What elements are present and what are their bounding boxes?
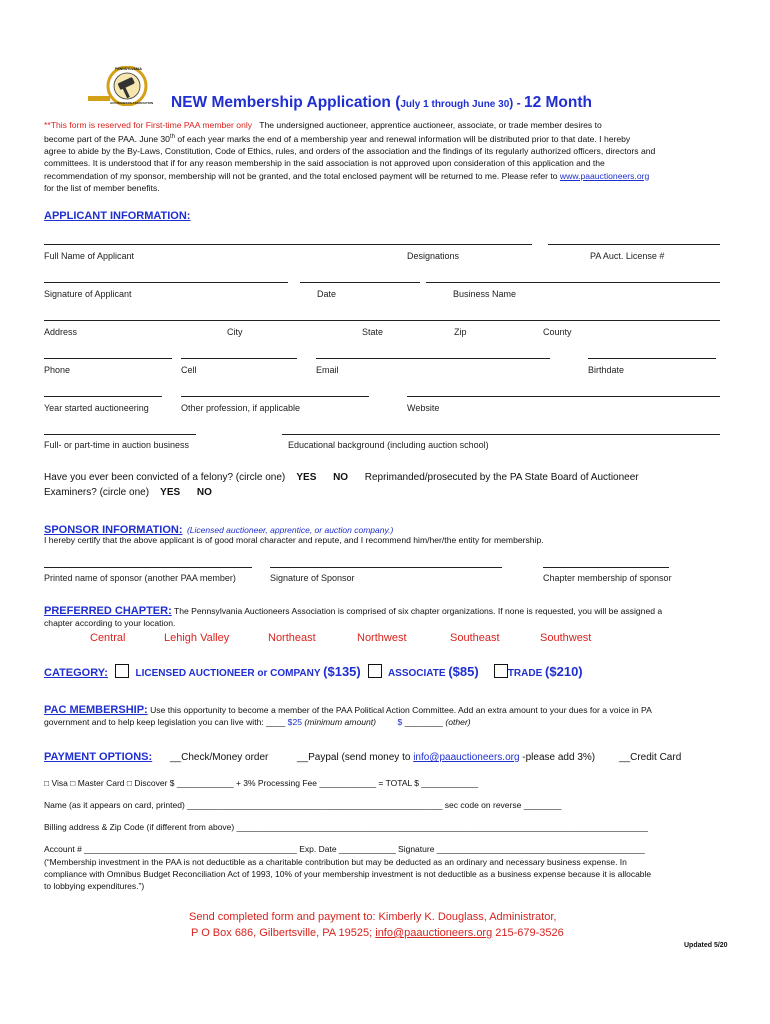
category-row bbox=[44, 664, 583, 679]
page-title bbox=[171, 94, 592, 112]
birthdate-field[interactable] bbox=[588, 358, 716, 359]
county-label: County bbox=[543, 327, 572, 337]
payment-paypal-option[interactable] bbox=[297, 752, 595, 763]
date-field[interactable] bbox=[300, 282, 420, 283]
year-started-field[interactable] bbox=[44, 396, 162, 397]
association-logo bbox=[82, 66, 152, 106]
title-period: July 1 through June 30 bbox=[400, 99, 510, 110]
reprimand-text-2: Examiners? (circle one) bbox=[44, 487, 150, 498]
intro-line-4: committees. It is understood that if for any reason membership in the said association is not approved upon consideration of this application and the bbox=[44, 158, 605, 169]
reprimand-text: Reprimanded/prosecuted by the PA State Board of Auctioneer bbox=[364, 472, 639, 483]
footer-email-link[interactable]: info@paauctioneers.org bbox=[375, 927, 493, 939]
website-field[interactable] bbox=[407, 396, 720, 397]
city-label: City bbox=[227, 327, 243, 337]
logo-emblem bbox=[82, 66, 152, 106]
full-part-time-label: Full- or part-time in auction business bbox=[44, 440, 190, 450]
business-label: Business Name bbox=[453, 289, 517, 299]
chapter-option-northeast[interactable]: Northeast bbox=[268, 632, 316, 644]
education-field[interactable] bbox=[282, 434, 720, 435]
associate-label: ASSOCIATE bbox=[387, 668, 446, 679]
sponsor-signature-label: Signature of Sponsor bbox=[270, 573, 355, 583]
licensed-label: LICENSED AUCTIONEER or COMPANY bbox=[135, 668, 321, 679]
paypal-text-2: -please add 3%) bbox=[519, 752, 596, 763]
associate-checkbox[interactable] bbox=[368, 664, 382, 678]
education-label: Educational background (including auction school) bbox=[288, 440, 489, 450]
chapter-option-southwest[interactable]: Southwest bbox=[540, 632, 592, 644]
state-label: State bbox=[362, 327, 384, 337]
felony-text: Have you ever been convicted of a felony? (circle one) bbox=[44, 472, 286, 483]
title-close: ) - bbox=[509, 96, 524, 110]
sponsor-signature-field[interactable] bbox=[270, 567, 502, 568]
reprimand-yes[interactable]: YES bbox=[160, 487, 181, 498]
trade-checkbox[interactable] bbox=[494, 664, 508, 678]
website-link[interactable]: www.paauctioneers.org bbox=[559, 170, 650, 181]
footer-send-to: Send completed form and payment to: Kimberly K. Douglass, Administrator, bbox=[189, 911, 557, 923]
pac-amount: $25 bbox=[287, 717, 303, 727]
pac-text: Use this opportunity to become a member of the PAA Political Action Committee. Add an extra amount to your dues for a voice in PA bbox=[147, 705, 652, 715]
chapter-heading: PREFERRED CHAPTER: bbox=[44, 605, 172, 617]
sponsor-name-label: Printed name of sponsor (another PAA member) bbox=[44, 573, 236, 583]
sponsor-chapter-field[interactable] bbox=[543, 567, 669, 568]
footer-address bbox=[191, 927, 564, 939]
pac-row-2 bbox=[44, 717, 471, 727]
intro-line-2b: of each year marks the end of a membership year and renewal information will be distributed prior to that date. I hereby bbox=[174, 134, 631, 145]
felony-no[interactable]: NO bbox=[333, 472, 349, 483]
full-name-label: Full Name of Applicant bbox=[44, 251, 135, 261]
logo-bottom-text: AUCTIONEERS ASSOCIATION bbox=[110, 101, 154, 105]
business-field[interactable] bbox=[426, 282, 720, 283]
intro-line-5: recommendation of my sponsor, membership will not be granted, and the total enclosed payment will be returned to me. Please refer to bbox=[44, 170, 560, 181]
pac-row bbox=[44, 704, 652, 716]
intro-line-2a: become part of the PAA. June 30 bbox=[44, 134, 170, 145]
updated-date: Updated 5/20 bbox=[684, 942, 728, 949]
full-name-field[interactable] bbox=[44, 244, 532, 245]
chapter-option-lehigh-valley[interactable]: Lehigh Valley bbox=[164, 632, 230, 644]
reprimand-question bbox=[44, 487, 212, 498]
phone-field[interactable] bbox=[44, 358, 172, 359]
footer-phone: 215-679-3526 bbox=[492, 927, 564, 939]
associate-price: ($85) bbox=[448, 664, 479, 679]
pac-minimum: (minimum amount) bbox=[304, 717, 377, 727]
pac-text-2: government and to help keep legislation you can live with: bbox=[44, 717, 267, 727]
pac-other-blank[interactable]: ________ bbox=[404, 717, 443, 727]
licensed-checkbox[interactable] bbox=[115, 664, 129, 678]
chapter-text-2: chapter according to your location. bbox=[44, 618, 176, 628]
website-label: Website bbox=[407, 403, 440, 413]
disclaimer-line-2: compliance with Omnibus Budget Reconciliation Act of 1993, 10% of your membership investment is not deductible as a business expense because it is allocable bbox=[44, 869, 652, 880]
zip-label: Zip bbox=[454, 327, 467, 337]
payment-credit-option[interactable]: __Credit Card bbox=[619, 752, 682, 763]
disclaimer-line-3: to lobbying expenditures.”) bbox=[44, 881, 145, 892]
email-field[interactable] bbox=[316, 358, 550, 359]
other-profession-field[interactable] bbox=[181, 396, 369, 397]
billing-address-row[interactable]: Billing address & Zip Code (if different from above) _______________________________________________________________________________________ bbox=[44, 822, 648, 832]
birthdate-label: Birthdate bbox=[588, 365, 625, 375]
year-started-label: Year started auctioneering bbox=[44, 403, 149, 413]
card-type-row[interactable]: □ Visa □ Master Card □ Discover $ ____________ + 3% Processing Fee ____________ = TOTAL $ ____________ bbox=[44, 778, 479, 788]
licensed-price: ($135) bbox=[323, 664, 361, 679]
signature-field[interactable] bbox=[44, 282, 288, 283]
chapter-text: The Pennsylvania Auctioneers Association is comprised of six chapter organizations. If none is requested, you will be assigned a bbox=[171, 606, 663, 616]
pac-other-label: (other) bbox=[445, 717, 471, 727]
felony-question bbox=[44, 472, 639, 483]
account-row[interactable]: Account # _____________________________________________ Exp. Date ____________ Signature ____________________________________________ bbox=[44, 844, 645, 854]
intro-line-1: The undersigned auctioneer, apprentice auctioneer, associate, or trade member desires to bbox=[259, 120, 602, 130]
phone-label: Phone bbox=[44, 365, 71, 375]
cell-field[interactable] bbox=[181, 358, 297, 359]
intro-sup: th bbox=[169, 134, 175, 141]
date-label: Date bbox=[317, 289, 337, 299]
pac-blank[interactable]: ____ bbox=[266, 717, 286, 727]
logo-top-text: PENNSYLVANIA bbox=[115, 67, 142, 71]
trade-label: TRADE bbox=[507, 668, 543, 679]
title-main: NEW Membership Application ( bbox=[171, 94, 401, 111]
title-month: 12 Month bbox=[523, 94, 592, 111]
disclaimer-line-1: (“Membership investment in the PAA is not deductible as a charitable contribution but may be deducted as an ordinary and necessary business expense. In bbox=[44, 857, 627, 867]
license-field[interactable] bbox=[548, 244, 720, 245]
category-heading: CATEGORY: bbox=[44, 667, 108, 679]
payment-check-option[interactable]: __Check/Money order bbox=[170, 752, 269, 763]
footer-address-text: P O Box 686, Gilbertsville, PA 19525; bbox=[191, 927, 376, 939]
applicant-heading: APPLICANT INFORMATION: bbox=[44, 210, 191, 222]
trade-price: ($210) bbox=[545, 664, 583, 679]
chapter-option-southeast[interactable]: Southeast bbox=[450, 632, 500, 644]
paypal-email-link[interactable]: info@paauctioneers.org bbox=[413, 752, 520, 763]
chapter-option-central[interactable]: Central bbox=[90, 632, 126, 644]
full-part-time-field[interactable] bbox=[44, 434, 196, 435]
cell-label: Cell bbox=[181, 365, 197, 375]
chapter-row bbox=[44, 605, 662, 617]
license-label: PA Auct. License # bbox=[590, 251, 665, 261]
intro-line-3: agree to abide by the By-Laws, Constitution, Code of Ethics, rules, and orders of the association and the findings of its regularly authorized officers, directors and bbox=[44, 146, 656, 157]
signature-label: Signature of Applicant bbox=[44, 289, 132, 299]
designations-label: Designations bbox=[407, 251, 460, 261]
other-profession-label: Other profession, if applicable bbox=[181, 403, 301, 413]
sponsor-heading: SPONSOR INFORMATION: bbox=[44, 524, 183, 536]
pac-other-dollar: $ bbox=[397, 717, 403, 727]
name-on-card-row[interactable]: Name (as it appears on card, printed) ______________________________________________________ sec code on reverse ________ bbox=[44, 800, 562, 810]
intro-red-note: **This form is reserved for First-time PAA member only bbox=[44, 120, 253, 130]
intro-paragraph bbox=[44, 119, 734, 194]
sponsor-name-field[interactable] bbox=[44, 567, 252, 568]
intro-line-6: for the list of member benefits. bbox=[44, 182, 160, 193]
felony-yes[interactable]: YES bbox=[296, 472, 317, 483]
sponsor-chapter-label: Chapter membership of sponsor bbox=[543, 573, 672, 583]
address-field[interactable] bbox=[44, 320, 720, 321]
payment-heading: PAYMENT OPTIONS: bbox=[44, 751, 153, 763]
chapter-option-northwest[interactable]: Northwest bbox=[357, 632, 407, 644]
sponsor-certify: I hereby certify that the above applicant is of good moral character and repute, and I recommend him/her/the entity for membership. bbox=[44, 535, 544, 545]
reprimand-no[interactable]: NO bbox=[196, 487, 212, 498]
pac-heading: PAC MEMBERSHIP: bbox=[44, 704, 148, 716]
tax-disclaimer bbox=[44, 856, 734, 893]
email-label: Email bbox=[316, 365, 339, 375]
address-label: Address bbox=[44, 327, 78, 337]
paypal-text: __Paypal (send money to bbox=[297, 752, 414, 763]
sponsor-subheading: (Licensed auctioneer, apprentice, or auction company.) bbox=[186, 525, 394, 535]
